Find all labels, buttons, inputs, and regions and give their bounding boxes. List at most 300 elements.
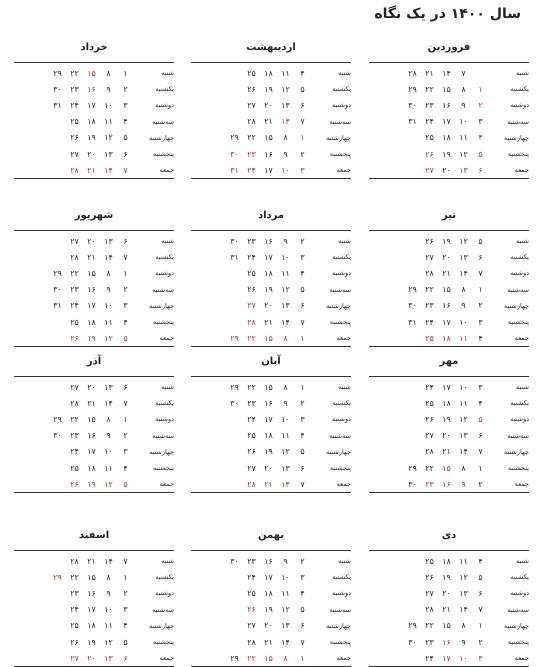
day-cell: ۷ xyxy=(300,117,305,127)
week-row xyxy=(191,130,351,146)
day-cell: ۴ xyxy=(478,398,483,408)
month-table xyxy=(369,550,529,667)
day-cell: ۹ xyxy=(283,149,288,159)
day-cell: ۱۹ xyxy=(264,84,273,94)
day-cell: ۵ xyxy=(300,84,305,94)
weekday-label: چهارشنبه xyxy=(326,621,351,630)
day-cell: ۱۵ xyxy=(87,572,96,582)
day-cell: ۱۹ xyxy=(87,479,96,489)
day-cell: ۲۰ xyxy=(87,149,96,159)
weekday-label: پنجشنبه xyxy=(152,638,174,647)
weekday-label: جمعه xyxy=(514,480,529,489)
day-cell: ۲ xyxy=(300,556,305,566)
day-cell: ۱۱ xyxy=(104,463,113,473)
day-cell: ۲۸ xyxy=(70,398,79,408)
day-cell: ۲۷ xyxy=(247,621,256,631)
week-row xyxy=(191,395,351,411)
weekday-label: جمعه xyxy=(159,480,174,489)
month-name: دی xyxy=(441,530,457,541)
day-cell: ۲ xyxy=(478,479,483,489)
day-cell: ۱۰ xyxy=(281,165,290,175)
week-row xyxy=(14,476,174,492)
week-row xyxy=(191,282,351,298)
weekday-label: دوشنبه xyxy=(510,101,529,110)
day-cell: ۱۱ xyxy=(104,117,113,127)
day-cell: ۲۷ xyxy=(247,100,256,110)
day-cell: ۲۷ xyxy=(425,431,434,441)
week-row xyxy=(369,265,529,281)
day-cell: ۱۱ xyxy=(281,68,290,78)
day-cell: ۲۶ xyxy=(425,572,434,582)
day-cell: ۱۳ xyxy=(104,653,113,663)
weekday-label: چهارشنبه xyxy=(149,621,174,630)
day-cell: ۲۵ xyxy=(70,117,79,127)
day-cell: ۹ xyxy=(106,285,111,295)
day-cell: ۱۶ xyxy=(264,149,273,159)
week-row xyxy=(14,97,174,113)
weekday-label: پنجشنبه xyxy=(507,150,529,159)
day-cell: ۱۳ xyxy=(281,301,290,311)
day-cell: ۱۱ xyxy=(104,317,113,327)
day-cell: ۲۸ xyxy=(425,268,434,278)
day-cell: ۱۷ xyxy=(87,301,96,311)
weekday-label: پنجشنبه xyxy=(152,464,174,473)
day-cell: ۲۷ xyxy=(425,588,434,598)
week-row xyxy=(14,146,174,162)
weekday-label: دوشنبه xyxy=(510,589,529,598)
week-row xyxy=(14,130,174,146)
day-cell: ۱۵ xyxy=(442,285,451,295)
day-cell: ۹ xyxy=(461,637,466,647)
week-row xyxy=(369,330,529,346)
week-row xyxy=(369,650,529,666)
day-cell: ۱۶ xyxy=(264,556,273,566)
day-cell: ۱۶ xyxy=(442,479,451,489)
day-cell: ۴ xyxy=(300,68,305,78)
day-cell: ۲۵ xyxy=(247,268,256,278)
day-cell: ۳ xyxy=(478,653,483,663)
weekday-label: شنبه xyxy=(338,557,351,566)
day-cell: ۱۸ xyxy=(87,117,96,127)
weekday-label: چهارشنبه xyxy=(326,133,351,142)
day-cell: ۳۱ xyxy=(53,301,62,311)
day-cell: ۲ xyxy=(123,285,128,295)
month-table xyxy=(14,62,174,179)
weekday-label: چهارشنبه xyxy=(149,301,174,310)
day-cell: ۸ xyxy=(106,572,111,582)
day-cell: ۵ xyxy=(300,605,305,615)
day-cell: ۱۵ xyxy=(87,268,96,278)
day-cell: ۱۵ xyxy=(442,84,451,94)
day-cell: ۱۸ xyxy=(442,333,451,343)
week-row xyxy=(14,233,174,249)
week-row xyxy=(14,298,174,314)
month-block xyxy=(191,42,351,179)
day-cell: ۱۹ xyxy=(264,605,273,615)
day-cell: ۱۵ xyxy=(87,414,96,424)
day-cell: ۱۸ xyxy=(264,588,273,598)
weekday-label: شنبه xyxy=(161,383,174,392)
day-cell: ۱۳ xyxy=(459,588,468,598)
weekday-label: یکشنبه xyxy=(510,399,529,408)
week-row xyxy=(14,162,174,178)
day-cell: ۹ xyxy=(461,479,466,489)
day-cell: ۲۴ xyxy=(247,414,256,424)
day-cell: ۲۶ xyxy=(70,479,79,489)
weekday-label: سه‌شنبه xyxy=(329,431,351,440)
month-block xyxy=(191,210,351,347)
day-cell: ۲۵ xyxy=(247,588,256,598)
day-cell: ۲۹ xyxy=(408,621,417,631)
day-cell: ۱۶ xyxy=(442,301,451,311)
day-cell: ۲۹ xyxy=(408,463,417,473)
month-table xyxy=(191,550,351,667)
day-cell: ۱۸ xyxy=(87,463,96,473)
day-cell: ۹ xyxy=(461,301,466,311)
weekday-label: جمعه xyxy=(336,334,351,343)
day-cell: ۲۴ xyxy=(425,382,434,392)
day-cell: ۲۶ xyxy=(247,447,256,457)
day-cell: ۱۴ xyxy=(459,268,468,278)
weekday-label: دوشنبه xyxy=(332,101,351,110)
month-table xyxy=(14,376,174,493)
day-cell: ۱۳ xyxy=(281,100,290,110)
day-cell: ۶ xyxy=(478,588,483,598)
week-row xyxy=(369,130,529,146)
week-row xyxy=(369,634,529,650)
day-cell: ۲۰ xyxy=(87,382,96,392)
day-cell: ۲۵ xyxy=(425,556,434,566)
day-cell: ۲۱ xyxy=(442,447,451,457)
week-row xyxy=(14,114,174,130)
day-cell: ۱۷ xyxy=(442,317,451,327)
week-row xyxy=(14,602,174,618)
day-cell: ۲۱ xyxy=(264,117,273,127)
day-cell: ۱۲ xyxy=(459,414,468,424)
day-cell: ۲۳ xyxy=(425,301,434,311)
day-cell: ۱۷ xyxy=(87,100,96,110)
week-row xyxy=(191,65,351,81)
day-cell: ۴ xyxy=(300,431,305,441)
day-cell: ۲۷ xyxy=(425,252,434,262)
day-cell: ۳۱ xyxy=(230,252,239,262)
weekday-label: پنجشنبه xyxy=(507,638,529,647)
day-cell: ۳۱ xyxy=(408,317,417,327)
day-cell: ۲۶ xyxy=(425,236,434,246)
weekday-label: جمعه xyxy=(159,654,174,663)
week-row xyxy=(369,65,529,81)
month-table xyxy=(14,550,174,667)
day-cell: ۱۰ xyxy=(459,117,468,127)
weekday-label: سه‌شنبه xyxy=(152,285,174,294)
weekday-label: دوشنبه xyxy=(155,269,174,278)
month-name: آذر xyxy=(86,356,102,367)
week-row xyxy=(369,314,529,330)
day-cell: ۴ xyxy=(478,333,483,343)
week-row xyxy=(369,114,529,130)
month-name: تیر xyxy=(441,210,457,221)
day-cell: ۲۰ xyxy=(442,165,451,175)
day-cell: ۶ xyxy=(300,621,305,631)
day-cell: ۱۴ xyxy=(442,68,451,78)
day-cell: ۲۸ xyxy=(247,117,256,127)
day-cell: ۸ xyxy=(283,653,288,663)
weekday-label: یکشنبه xyxy=(155,399,174,408)
day-cell: ۳ xyxy=(478,117,483,127)
day-cell: ۲۷ xyxy=(70,382,79,392)
day-cell: ۲۶ xyxy=(425,414,434,424)
week-row xyxy=(369,233,529,249)
day-cell: ۳۰ xyxy=(230,398,239,408)
day-cell: ۱۸ xyxy=(264,268,273,278)
day-cell: ۱۵ xyxy=(442,463,451,473)
day-cell: ۱۸ xyxy=(442,556,451,566)
day-cell: ۲ xyxy=(123,431,128,441)
day-cell: ۲۳ xyxy=(70,84,79,94)
day-cell: ۲۰ xyxy=(87,653,96,663)
day-cell: ۲۴ xyxy=(247,252,256,262)
day-cell: ۶ xyxy=(123,382,128,392)
day-cell: ۱۸ xyxy=(264,431,273,441)
day-cell: ۲۳ xyxy=(247,398,256,408)
month-table xyxy=(369,62,529,179)
day-cell: ۲۲ xyxy=(247,333,256,343)
day-cell: ۲۷ xyxy=(425,165,434,175)
day-cell: ۲۹ xyxy=(408,285,417,295)
weekday-label: شنبه xyxy=(338,237,351,246)
day-cell: ۶ xyxy=(478,431,483,441)
day-cell: ۱۳ xyxy=(281,463,290,473)
day-cell: ۷ xyxy=(300,479,305,489)
weekday-label: شنبه xyxy=(161,237,174,246)
weekday-label: پنجشنبه xyxy=(152,150,174,159)
week-row xyxy=(369,97,529,113)
day-cell: ۳۰ xyxy=(230,149,239,159)
day-cell: ۱۹ xyxy=(442,149,451,159)
weekday-label: یکشنبه xyxy=(332,399,351,408)
day-cell: ۱۶ xyxy=(264,236,273,246)
day-cell: ۱ xyxy=(478,463,483,473)
weekday-label: یکشنبه xyxy=(332,85,351,94)
day-cell: ۲۱ xyxy=(87,252,96,262)
day-cell: ۱۰ xyxy=(281,414,290,424)
week-row xyxy=(369,428,529,444)
weekday-label: شنبه xyxy=(338,69,351,78)
day-cell: ۶ xyxy=(300,100,305,110)
day-cell: ۲۱ xyxy=(264,637,273,647)
day-cell: ۲۱ xyxy=(264,479,273,489)
day-cell: ۲۹ xyxy=(230,133,239,143)
week-row xyxy=(14,249,174,265)
day-cell: ۱۹ xyxy=(264,447,273,457)
day-cell: ۲۲ xyxy=(70,572,79,582)
month-name: آبان xyxy=(261,356,281,367)
day-cell: ۱۸ xyxy=(87,621,96,631)
day-cell: ۱۰ xyxy=(281,572,290,582)
day-cell: ۲۸ xyxy=(70,556,79,566)
day-cell: ۱۳ xyxy=(459,252,468,262)
day-cell: ۲۹ xyxy=(230,333,239,343)
day-cell: ۱۳ xyxy=(459,431,468,441)
month-table xyxy=(369,230,529,347)
day-cell: ۴ xyxy=(123,317,128,327)
day-cell: ۲۸ xyxy=(70,165,79,175)
month-name: فروردین xyxy=(427,42,471,53)
weekday-label: یکشنبه xyxy=(510,85,529,94)
month-table xyxy=(191,376,351,493)
day-cell: ۱۴ xyxy=(104,165,113,175)
weekday-label: سه‌شنبه xyxy=(329,605,351,614)
day-cell: ۲۷ xyxy=(70,236,79,246)
day-cell: ۲۹ xyxy=(230,653,239,663)
day-cell: ۱۹ xyxy=(442,414,451,424)
weekday-label: یکشنبه xyxy=(155,85,174,94)
week-row xyxy=(191,249,351,265)
month-block xyxy=(14,356,174,493)
day-cell: ۸ xyxy=(283,382,288,392)
day-cell: ۲۹ xyxy=(53,68,62,78)
day-cell: ۳ xyxy=(123,100,128,110)
day-cell: ۱۰ xyxy=(459,382,468,392)
weekday-label: پنجشنبه xyxy=(507,318,529,327)
day-cell: ۱۹ xyxy=(442,236,451,246)
day-cell: ۹ xyxy=(106,431,111,441)
week-row xyxy=(369,146,529,162)
week-row xyxy=(369,411,529,427)
day-cell: ۲۶ xyxy=(70,133,79,143)
day-cell: ۱۱ xyxy=(104,621,113,631)
day-cell: ۲ xyxy=(123,84,128,94)
month-table xyxy=(191,62,351,179)
day-cell: ۲۱ xyxy=(87,165,96,175)
week-row xyxy=(369,162,529,178)
week-row xyxy=(191,569,351,585)
weekday-label: سه‌شنبه xyxy=(152,117,174,126)
weekday-label: جمعه xyxy=(514,334,529,343)
week-row xyxy=(191,146,351,162)
day-cell: ۲۱ xyxy=(87,398,96,408)
week-row xyxy=(14,379,174,395)
day-cell: ۶ xyxy=(300,301,305,311)
day-cell: ۷ xyxy=(478,268,483,278)
day-cell: ۲ xyxy=(478,637,483,647)
weekday-label: شنبه xyxy=(516,383,529,392)
day-cell: ۱۴ xyxy=(104,556,113,566)
week-row xyxy=(14,395,174,411)
day-cell: ۳ xyxy=(300,252,305,262)
day-cell: ۱۵ xyxy=(264,382,273,392)
day-cell: ۳۰ xyxy=(408,301,417,311)
day-cell: ۱۴ xyxy=(281,637,290,647)
day-cell: ۱۴ xyxy=(281,479,290,489)
day-cell: ۱۲ xyxy=(104,133,113,143)
day-cell: ۲۰ xyxy=(87,236,96,246)
week-row xyxy=(14,585,174,601)
day-cell: ۱۵ xyxy=(264,333,273,343)
day-cell: ۱۷ xyxy=(264,252,273,262)
day-cell: ۲۸ xyxy=(425,447,434,457)
day-cell: ۵ xyxy=(123,133,128,143)
day-cell: ۱۵ xyxy=(442,621,451,631)
week-row xyxy=(191,379,351,395)
day-cell: ۹ xyxy=(106,588,111,598)
day-cell: ۱۷ xyxy=(264,414,273,424)
month-block xyxy=(14,210,174,347)
day-cell: ۲۱ xyxy=(87,556,96,566)
weekday-label: پنجشنبه xyxy=(329,150,351,159)
day-cell: ۲۵ xyxy=(70,317,79,327)
month-block xyxy=(369,356,529,493)
day-cell: ۷ xyxy=(300,637,305,647)
weekday-label: شنبه xyxy=(161,69,174,78)
weekday-label: یکشنبه xyxy=(155,573,174,582)
week-row xyxy=(191,114,351,130)
day-cell: ۲ xyxy=(300,398,305,408)
weekday-label: پنجشنبه xyxy=(152,318,174,327)
month-block xyxy=(191,356,351,493)
day-cell: ۱۰ xyxy=(459,653,468,663)
day-cell: ۸ xyxy=(461,285,466,295)
day-cell: ۲۲ xyxy=(70,268,79,278)
day-cell: ۱۲ xyxy=(104,637,113,647)
day-cell: ۲۷ xyxy=(247,463,256,473)
week-row xyxy=(14,65,174,81)
day-cell: ۱۳ xyxy=(104,236,113,246)
day-cell: ۱۷ xyxy=(442,117,451,127)
day-cell: ۱۷ xyxy=(87,447,96,457)
day-cell: ۱ xyxy=(123,268,128,278)
week-row xyxy=(369,618,529,634)
day-cell: ۱۵ xyxy=(87,68,96,78)
month-name: مرداد xyxy=(257,210,285,221)
day-cell: ۱۲ xyxy=(281,447,290,457)
weekday-label: جمعه xyxy=(336,654,351,663)
month-table xyxy=(14,230,174,347)
day-cell: ۱۲ xyxy=(281,84,290,94)
month-block xyxy=(191,530,351,667)
day-cell: ۱۹ xyxy=(442,572,451,582)
day-cell: ۲۲ xyxy=(425,463,434,473)
day-cell: ۳۰ xyxy=(408,637,417,647)
weekday-label: یکشنبه xyxy=(510,573,529,582)
week-row xyxy=(191,233,351,249)
day-cell: ۲۷ xyxy=(70,653,79,663)
weekday-label: یکشنبه xyxy=(332,573,351,582)
week-row xyxy=(191,330,351,346)
weekday-label: دوشنبه xyxy=(155,101,174,110)
weekday-label: جمعه xyxy=(159,166,174,175)
day-cell: ۲۹ xyxy=(53,414,62,424)
day-cell: ۱۴ xyxy=(104,252,113,262)
week-row xyxy=(14,618,174,634)
day-cell: ۱ xyxy=(123,414,128,424)
day-cell: ۲۴ xyxy=(70,301,79,311)
month-name: مهر xyxy=(439,356,459,367)
day-cell: ۱ xyxy=(478,84,483,94)
weekday-label: چهارشنبه xyxy=(504,301,529,310)
day-cell: ۳۰ xyxy=(53,431,62,441)
day-cell: ۱ xyxy=(300,333,305,343)
day-cell: ۱۰ xyxy=(104,605,113,615)
day-cell: ۲۵ xyxy=(425,133,434,143)
week-row xyxy=(14,634,174,650)
day-cell: ۸ xyxy=(461,463,466,473)
day-cell: ۱۱ xyxy=(281,588,290,598)
weekday-label: شنبه xyxy=(161,557,174,566)
day-cell: ۱۹ xyxy=(87,133,96,143)
day-cell: ۲۷ xyxy=(70,149,79,159)
week-row xyxy=(191,162,351,178)
